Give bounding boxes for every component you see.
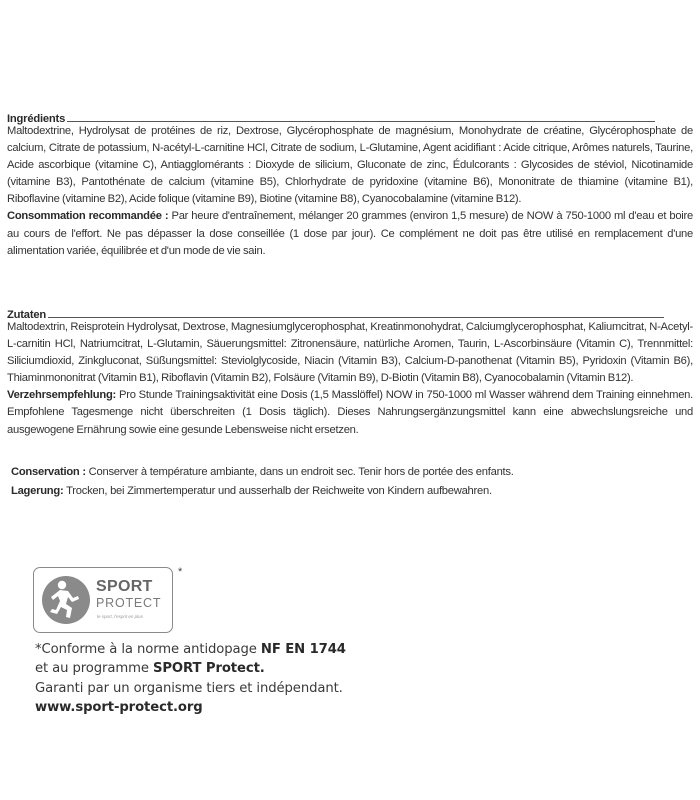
logo-sport-text: SPORT [96, 578, 153, 595]
german-usage [7, 387, 693, 438]
french-usage-label: Consommation recommandée : [7, 210, 169, 223]
conservation-text: Conserver à température ambiante, dans un endroit sec. Tenir hors de portée des enfants. [85, 466, 514, 478]
footnote-line-2 [35, 659, 346, 678]
conservation-line [11, 466, 514, 478]
french-usage-text: Par heure d'entraînement, mélanger 20 grammes (environ 1,5 mesure) de NOW à 750-1000 ml d'eau et boire au cours de l'effort. Ne pas dépasser la dose conseillée (1 dose par jour). Ce complément ne doit pas être utilisé en remplacement d'une alimentation variée, équilibrée et d'un mode de vie sain. [7, 210, 693, 257]
german-heading-row [7, 305, 693, 319]
footnote-line-2-text: et au programme [35, 661, 153, 677]
german-ingredients: Maltodextrin, Reisprotein Hydrolysat, Dextrose, Magnesiumglycerophosphat, Kreatinmonohydrat, Calciumglycerophosphat, Kaliumcitrat, N-Acetyl-L-carnitin HCl, Natriumcitrat, L-Glutamin, Säuerungsmittel: Zitronensäure, natürliche Aromen, Taurin, L-Ascorbinsäure (Vitamin C), Trennmittel: Siliciumdioxid, Zinkgluconat, Süßungsmittel: Steviolglycoside, Niacin (Vitamin B3), Calcium-D-panothenat (Vitamin B5), Pyridoxin (Vitamin B6), Thiaminmononitrat (Vitamin B1), Riboflavin (Vitamin B2), Folsäure (Vitamin B9), D-Biotin (Vitamin B8), Cyanocobalamin (Vitamin B12). [7, 321, 693, 385]
logo-tagline: le sport, l'esprit en plus [97, 614, 143, 619]
german-usage-label: Verzehrsempfehlung: [7, 389, 117, 402]
german-heading-rule [7, 317, 664, 318]
footnote-line-1-text: *Conforme à la norme antidopage [35, 642, 261, 657]
lagerung-label: Lagerung: [11, 485, 64, 497]
french-heading: Ingrédients [7, 113, 66, 125]
conservation-label: Conservation : [11, 466, 86, 478]
german-usage-text: Pro Stunde Trainingsaktivität eine Dosis (1,5 Masslöffel) NOW in 750-1000 ml Wasser während dem Training einnehmen. Empfohlene Tagesmenge nicht überschreiten (1 Dosis täglich). Dieses Nahrungsergänzungsmittel kann eine abwechslungsreiche und ausgewogene Ernährung sowie eine gesunde Lebensweise nicht ersetzen. [7, 389, 693, 436]
sport-protect-logo [33, 567, 173, 633]
footnote-program: SPORT Protect. [152, 661, 265, 677]
french-usage [7, 208, 693, 259]
german-heading: Zutaten [7, 309, 46, 321]
footnote-line-1 [35, 640, 346, 659]
french-ingredients: Maltodextrine, Hydrolysat de protéines de riz, Dextrose, Glycérophosphate de magnésium, Monohydrate de créatine, Glycérophosphate de calcium, Citrate de potassium, N-acétyl-L-carnitine HCl, Citrate de sodium, L-Glutamine, Agent acidifiant : Acide citrique, Arômes naturels, Taurine, Acide ascorbique (vitamine C), Antiagglomérants : Dioxyde de silicium, Gluconate de zinc, Édulcorants : Glycosides de stéviol, Nicotinamide (vitamine B3), Pantothénate de calcium (vitamine B5), Chlorhydrate de pyridoxine (vitamine B6), Mononitrate de thiamine (vitamine B1), Riboflavine (vitamine B2), Acide folique (vitamine B9), Biotine (vitamine B8), Cyanocobalamine (vitamine B12). [7, 125, 693, 206]
logo-asterisk: * [178, 566, 183, 578]
logo-protect-text: PROTECT [96, 596, 162, 610]
lagerung-text: Trocken, bei Zimmertemperatur und ausserhalb der Reichweite von Kindern aufbewahren. [63, 485, 492, 497]
footnote-line-3: Garanti par un organisme tiers et indépendant. [35, 680, 343, 696]
runner-icon [40, 574, 92, 626]
french-heading-rule [7, 121, 655, 122]
lagerung-line [11, 485, 492, 497]
german-section [7, 305, 693, 439]
footnote-norm: NF EN 1744 [260, 642, 346, 657]
antidoping-footnote [35, 640, 346, 718]
french-section [7, 109, 693, 260]
footnote-url: www.sport-protect.org [35, 700, 203, 716]
french-heading-row [7, 109, 693, 123]
